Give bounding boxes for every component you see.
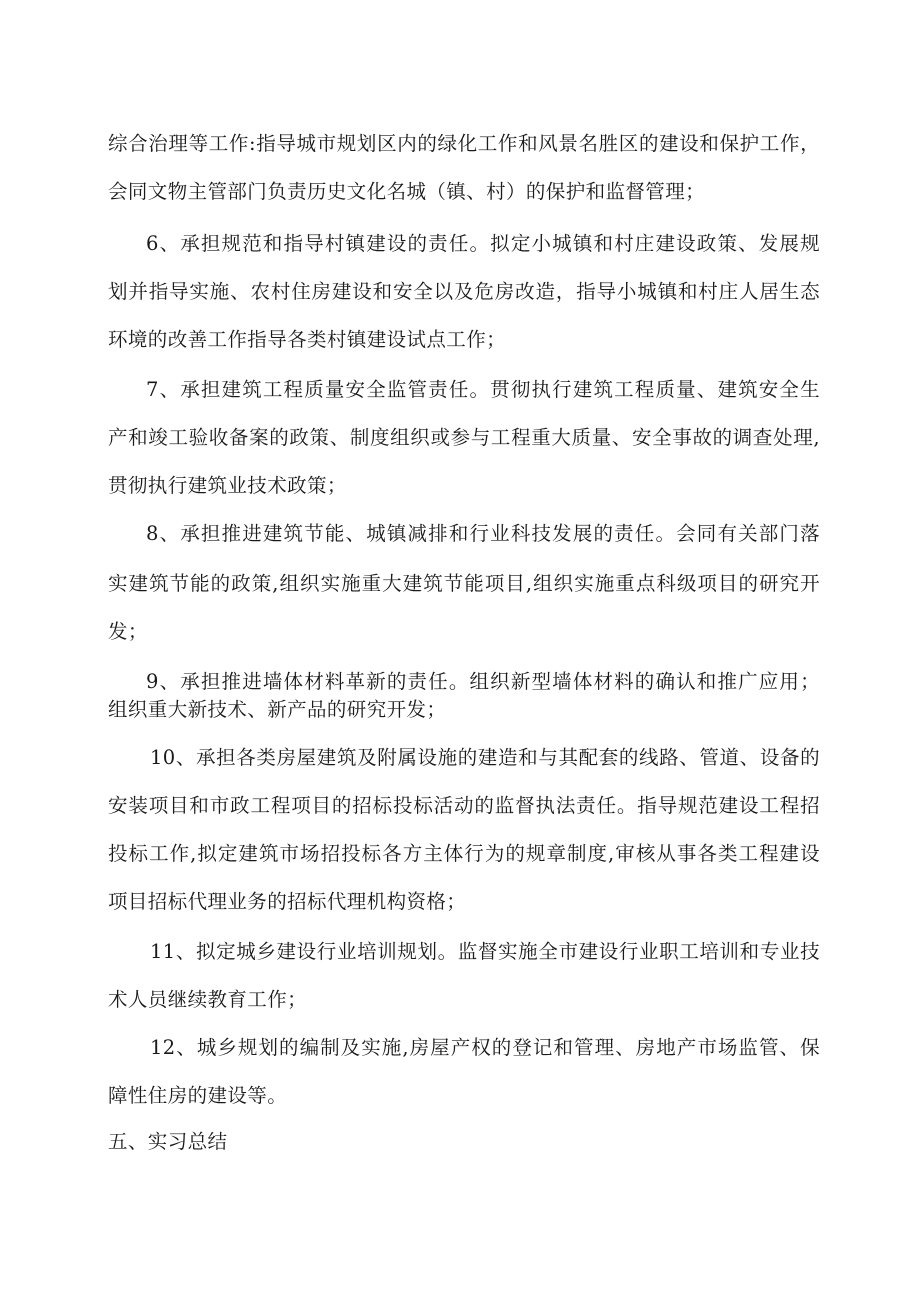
item-8-line-3: 发； — [108, 620, 148, 643]
item-10-line-2: 安装项目和市政工程项目的招标投标活动的监督执法责任。指导规范建设工程招 — [108, 794, 820, 817]
item-8-line-2: 实建筑节能的政策,组织实施重大建筑节能项目,组织实施重点科级项目的研究开 — [108, 572, 820, 595]
item-9-line-1: 9、承担推进墙体材料革新的责任。组织新型墙体材料的确认和推广应用； — [146, 670, 820, 693]
item-10-line-1: 10、承担各类房屋建筑及附属设施的建造和与其配套的线路、管道、设备的 — [150, 746, 820, 769]
item-7-line-1: 7、承担建筑工程质量安全监管责任。贯彻执行建筑工程质量、建筑安全生 — [146, 378, 820, 401]
intro-line-2: 会同文物主管部门负责历史文化名城（镇、村）的保护和监督管理； — [108, 180, 706, 203]
item-6-line-1: 6、承担规范和指导村镇建设的责任。拟定小城镇和村庄建设政策、发展规 — [146, 232, 820, 255]
section-heading: 五、实习总结 — [108, 1130, 228, 1153]
item-8-line-1: 8、承担推进建筑节能、城镇减排和行业科技发展的责任。会同有关部门落 — [146, 522, 820, 545]
item-6-line-3: 环境的改善工作指导各类村镇建设试点工作； — [108, 328, 507, 351]
item-10-line-3: 投标工作,拟定建筑市场招投标各方主体行为的规章制度,审核从事各类工程建设 — [108, 842, 820, 865]
item-9-line-2: 组织重大新技术、新产品的研究开发； — [108, 698, 447, 721]
item-11-line-2: 术人员继续教育工作； — [108, 988, 308, 1011]
item-7-line-2: 产和竣工验收备案的政策、制度组织或参与工程重大质量、安全事故的调查处理, — [108, 426, 820, 449]
item-6-line-2: 划并指导实施、农村住房建设和安全以及危房改造，指导小城镇和村庄人居生态 — [108, 280, 820, 303]
item-12-line-1: 12、城乡规划的编制及实施,房屋产权的登记和管理、房地产市场监管、保 — [150, 1036, 820, 1059]
item-10-line-4: 项目招标代理业务的招标代理机构资格； — [108, 890, 467, 913]
item-11-line-1: 11、拟定城乡建设行业培训规划。监督实施全市建设行业职工培训和专业技 — [150, 940, 820, 963]
intro-line-1: 综合治理等工作:指导城市规划区内的绿化工作和风景名胜区的建设和保护工作， — [108, 132, 820, 155]
item-7-line-3: 贯彻执行建筑业技术政策； — [108, 474, 347, 497]
item-12-line-2: 障性住房的建设等。 — [108, 1084, 288, 1107]
